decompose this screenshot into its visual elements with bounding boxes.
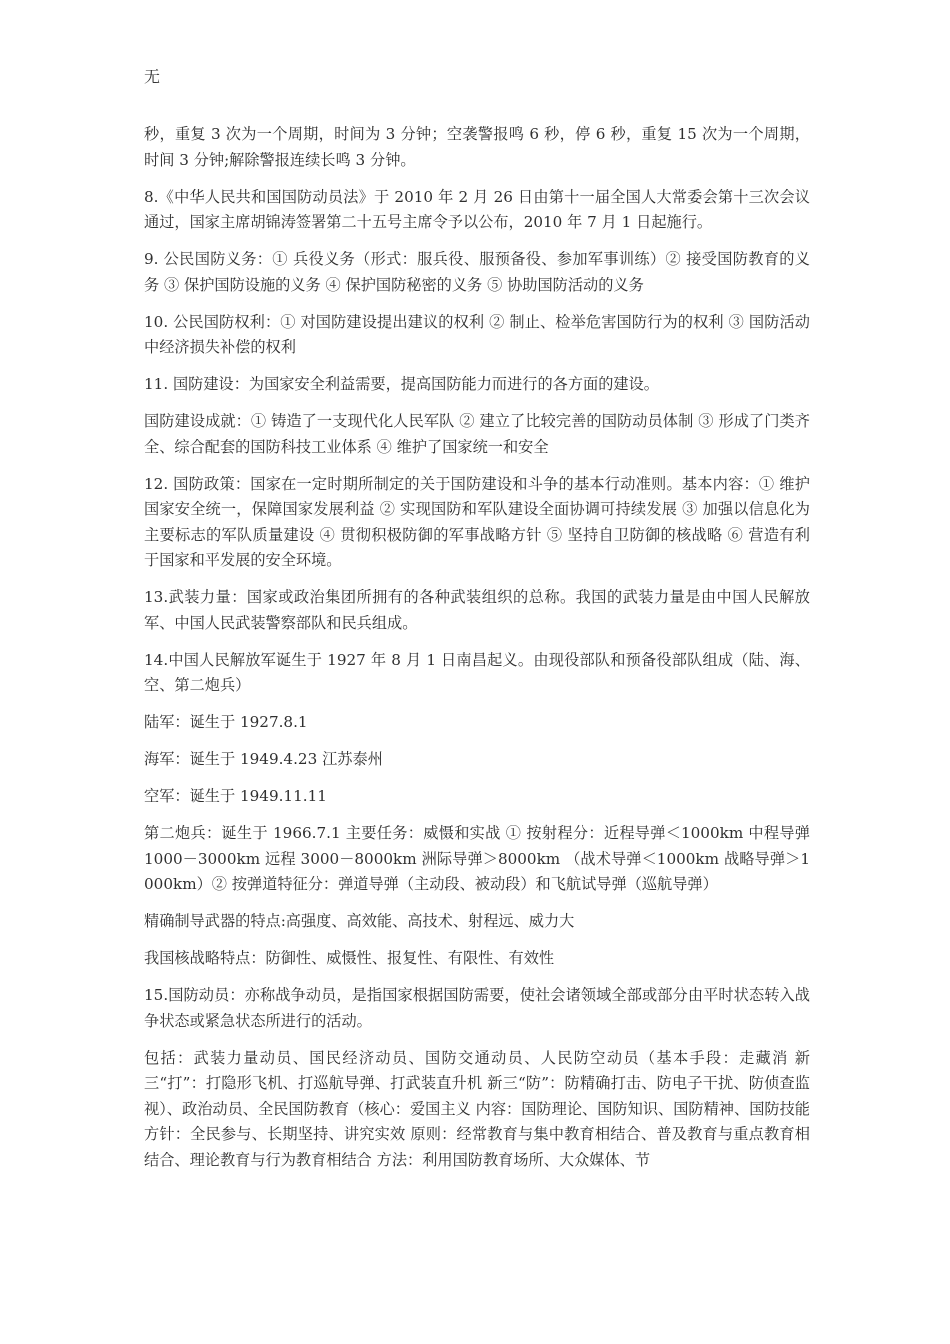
paragraph: 海军：诞生于 1949.4.23 江苏泰州 xyxy=(144,750,383,768)
paragraph: 空军：诞生于 1949.11.11 xyxy=(144,787,327,805)
paragraph: 11. 国防建设：为国家安全利益需要，提高国防能力而进行的各方面的建设。 xyxy=(144,375,659,393)
paragraph: 第二炮兵：诞生于 1966.7.1 主要任务：威慑和实战 ① 按射程分：近程导弹＜1000km 中程导弹 1000－3000km 远程 3000－8000km 洲际导弹＞8000km （战术导弹＜1000km 战略导弹＞1000km）② 按弹道特征分：弹道导弹（主动段、被动段）和飞航试导弹（巡航导弹） xyxy=(144,824,810,893)
paragraph: 包括：武装力量动员、国民经济动员、国防交通动员、人民防空动员（基本手段：走藏消 新三“打”：打隐形飞机、打巡航导弹、打武装直升机 新三“防”：防精确打击、防电子干扰、防侦查监视）、政治动员、全民国防教育（核心：爱国主义 内容：国防理论、国防知识、国防精神、国防技能 方针：全民参与、长期坚持、讲究实效 原则：经常教育与集中教育相结合、普及教育与重点教育相结合、理论教育与行为教育相结合 方法：利用国防教育场所、大众媒体、节 xyxy=(144,1048,810,1169)
paragraph: 12. 国防政策：国家在一定时期所制定的关于国防建设和斗争的基本行动准则。基本内容：① 维护国家安全统一，保障国家发展利益 ② 实现国防和军队建设全面协调可持续发展 ③ 加强以信息化为主要标志的军队质量建设 ④ 贯彻积极防御的军事战略方针 ⑤ 坚持自卫防御的核战略 ⑥ 营造有利于国家和平发展的安全环境。 xyxy=(144,474,810,569)
document-body xyxy=(144,122,810,1185)
paragraph: 精确制导武器的特点:高强度、高效能、高技术、射程远、威力大 xyxy=(144,912,575,930)
paragraph: 14.中国人民解放军诞生于 1927 年 8 月 1 日南昌起义。由现役部队和预备役部队组成（陆、海、空、第二炮兵） xyxy=(144,650,810,694)
paragraph: 国防建设成就：① 铸造了一支现代化人民军队 ② 建立了比较完善的国防动员体制 ③ 形成了门类齐全、综合配套的国防科技工业体系 ④ 维护了国家统一和安全 xyxy=(144,412,810,456)
paragraph: 秒，重复 3 次为一个周期，时间为 3 分钟；空袭警报鸣 6 秒，停 6 秒，重复 15 次为一个周期，时间 3 分钟;解除警报连续长鸣 3 分钟。 xyxy=(144,125,810,169)
paragraph: 陆军：诞生于 1927.8.1 xyxy=(144,713,308,731)
paragraph: 15.国防动员：亦称战争动员，是指国家根据国防需要，使社会诸领域全部或部分由平时状态转入战争状态或紧急状态所进行的活动。 xyxy=(144,986,810,1030)
paragraph: 9. 公民国防义务：① 兵役义务（形式：服兵役、服预备役、参加军事训练）② 接受国防教育的义务 ③ 保护国防设施的义务 ④ 保护国防秘密的义务 ⑤ 协助国防活动的义务 xyxy=(144,250,810,294)
page-header: 无 xyxy=(144,67,161,86)
paragraph: 10. 公民国防权利：① 对国防建设提出建议的权利 ② 制止、检举危害国防行为的权利 ③ 国防活动中经济损失补偿的权利 xyxy=(144,312,810,356)
paragraph: 我国核战略特点：防御性、威慑性、报复性、有限性、有效性 xyxy=(144,949,555,967)
paragraph: 13.武装力量：国家或政治集团所拥有的各种武装组织的总称。我国的武装力量是由中国人民解放军、中国人民武装警察部队和民兵组成。 xyxy=(144,588,810,632)
paragraph: 8.《中华人民共和国国防动员法》于 2010 年 2 月 26 日由第十一届全国人大常委会第十三次会议通过，国家主席胡锦涛签署第二十五号主席令予以公布，2010 年 7 月 1 日起施行。 xyxy=(144,187,810,231)
